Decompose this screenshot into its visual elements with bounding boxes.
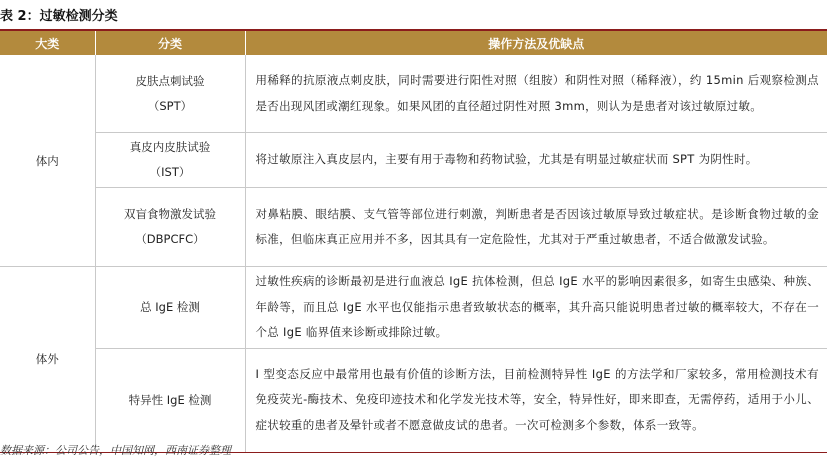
subcategory-name: 双盲食物激发试验	[124, 207, 216, 221]
header-category: 大类	[0, 31, 95, 55]
category-cell: 体内	[0, 55, 95, 267]
subcategory-cell	[95, 188, 245, 267]
subcategory-name: 真皮内皮肤试验	[129, 140, 211, 154]
table-row	[0, 348, 827, 452]
table-row	[0, 267, 827, 349]
table-row	[0, 188, 827, 267]
subcategory-abbr: （SPT）	[147, 98, 193, 113]
table-header-row	[0, 31, 827, 55]
subcategory-name: 皮肤点刺试验	[135, 73, 205, 88]
table-row	[0, 55, 827, 133]
subcategory-cell	[95, 267, 245, 349]
table-caption: 表 2：过敏检测分类	[0, 9, 118, 24]
header-method: 操作方法及优缺点	[245, 31, 827, 55]
description-cell: 过敏性疾病的诊断最初是进行血液总 IgE 抗体检测，但总 IgE 水平的影响因素很多，如寄生虫感染、种族、年龄等，而且总 IgE 水平也仅能指示患者致敏状态的概率，其升高只能说明患者过敏的概率较大，不存在一个总 IgE 临界值来诊断或排除过敏。	[245, 267, 827, 349]
description-cell: I 型变态反应中最常用也最有价值的诊断方法，目前检测特异性 IgE 的方法学和厂家较多，常用检测技术有免疫荧光-酶技术、免疫印迹技术和化学发光技术等，安全，特异性好，即来即查，无需停药，适用于小儿、症状较重的患者及晕针或者不愿意做皮试的患者。一次可检测多个参数，体系一致等。	[245, 348, 827, 452]
subcategory-cell	[95, 55, 245, 133]
subcategory-name: 总 IgE 检测	[140, 299, 200, 314]
table-row	[0, 133, 827, 188]
data-source-note: 数据来源：公司公告，中国知网，西南证券整理	[0, 444, 231, 457]
subcategory-cell	[95, 133, 245, 188]
description-cell: 用稀释的抗原液点刺皮肤，同时需要进行阳性对照（组胺）和阴性对照（稀释液），约 15min 后观察检测点是否出现风团或潮红现象。如果风团的直径超过阴性对照 3mm，则认为是患者对该过敏原过敏。	[245, 55, 827, 133]
subcategory-abbr: （DBPCFC）	[135, 232, 205, 246]
category-cell: 体外	[0, 267, 95, 453]
header-subcategory: 分类	[95, 31, 245, 55]
description-cell: 对鼻粘膜、眼结膜、支气管等部位进行刺激，判断患者是否因该过敏原导致过敏症状。是诊断食物过敏的金标准，但临床真正应用并不多，因其具有一定危险性，尤其对于严重过敏患者，不适合做激发试验。	[245, 188, 827, 267]
subcategory-abbr: （IST）	[149, 165, 191, 179]
allergy-test-table	[0, 31, 827, 453]
description-cell: 将过敏原注入真皮层内，主要有用于毒物和药物试验，尤其是有明显过敏症状而 SPT 为阴性时。	[245, 133, 827, 188]
subcategory-name: 特异性 IgE 检测	[128, 392, 212, 407]
subcategory-cell	[95, 348, 245, 452]
